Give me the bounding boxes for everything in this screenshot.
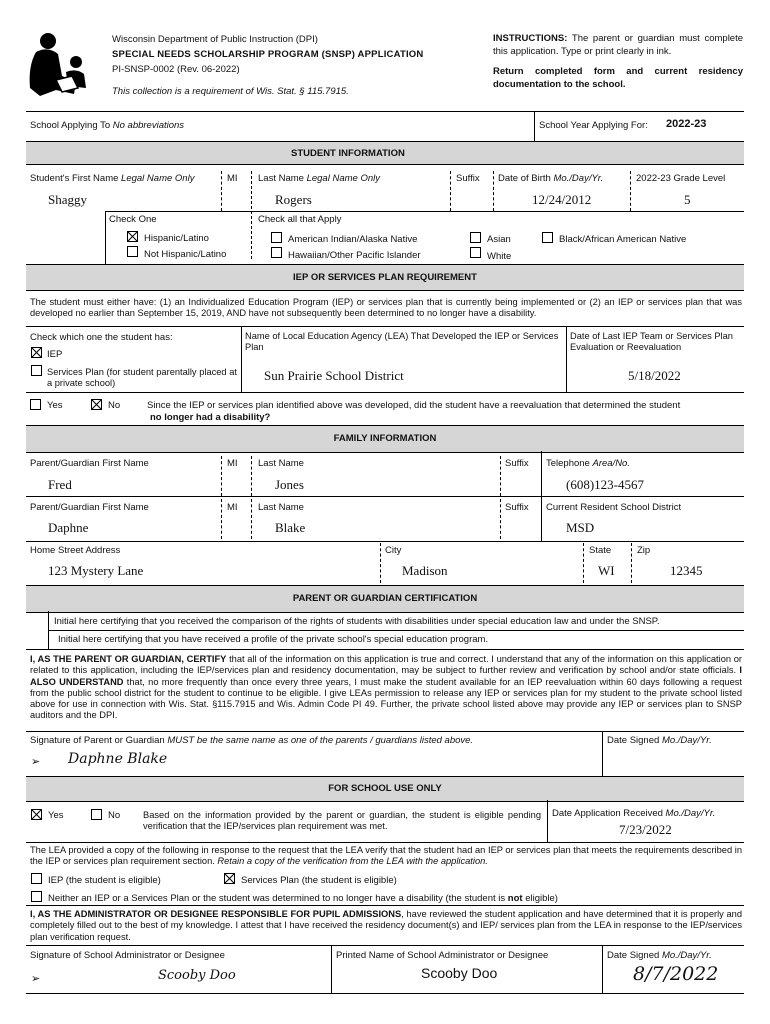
parent-date-label: Date Signed Mo./Day/Yr. [607,735,712,746]
eligible-no-label: No [108,810,121,821]
iep-checkbox[interactable] [31,347,42,358]
state-label: State [589,545,612,556]
last-eval-date[interactable]: 5/18/2022 [628,368,681,383]
admin-sig-arrow-icon: ➢ [31,973,41,985]
verified-neither-checkbox[interactable] [31,891,42,902]
reeval-question-cont: no longer had a disability? [150,412,271,423]
student-grade[interactable]: 5 [684,192,691,207]
services-plan-option-label: Services Plan (for student parentally placed at a private school) [47,367,237,389]
student-dob[interactable]: 12/24/2012 [532,192,592,207]
race-american-indian-checkbox[interactable] [271,232,282,243]
race-black-checkbox[interactable] [542,232,553,243]
p1-last-label: Last Name [258,458,304,469]
iep-which-label: Check which one the student has: [30,332,173,343]
grade-label: 2022-23 Grade Level [636,173,726,184]
student-last-label: Last Name Legal Name Only [258,173,380,184]
return-instructions: Return completed form and current residency documentation to the school. [493,66,743,90]
p2-suffix-label: Suffix [505,502,529,513]
admin-signature[interactable]: Scooby Doo [158,968,236,983]
race-white-checkbox[interactable] [470,247,481,258]
admin-certification-text: I, AS THE ADMINISTRATOR OR DESIGNEE RESPONSIBLE FOR PUPIL ADMISSIONS, have reviewed the student application and have determined that it is properly and completely filled out to the best of my knowledge. I attest that I have received the residency document(s) and IEP/ services plan from the LEA in response to the IEP/services plan verification request. [30,909,742,942]
hispanic-label: Hispanic/Latino [144,233,209,244]
verified-iep-label: IEP (the student is eligible) [48,875,161,886]
admin-sig-label: Signature of School Administrator or Designee [30,950,225,961]
race-pacific-islander-checkbox[interactable] [271,247,282,258]
received-date-value[interactable]: 7/23/2022 [619,822,672,837]
p2-last-name[interactable]: Blake [275,520,306,535]
student-mi-label: MI [227,173,238,184]
race-check-label: Check all that Apply [258,214,342,225]
last-eval-label: Date of Last IEP Team or Services Plan Evaluation or Reevaluation [570,331,733,353]
admin-date-signed[interactable]: 8/7/2022 [633,963,719,985]
eligible-yes-checkbox[interactable] [31,809,42,820]
student-first-name[interactable]: Shaggy [48,192,87,207]
zip-value[interactable]: 12345 [670,563,703,578]
race-asian-label: Asian [487,234,511,245]
reeval-no-label: No [108,400,121,411]
race-white-label: White [487,251,512,262]
received-date-label: Date Application Received Mo./Day/Yr. [552,808,716,819]
p2-first-name[interactable]: Daphne [48,520,89,535]
reeval-yes-label: Yes [47,400,63,411]
race-black-label: Black/African American Native [559,234,687,245]
eligible-yes-label: Yes [48,810,64,821]
p1-first-name[interactable]: Fred [48,477,72,492]
not-hispanic-label: Not Hispanic/Latino [144,249,227,260]
iep-intro: The student must either have: (1) an Individualized Education Program (IEP) or services plan that is currently being implemented or (2) an IEP or services plan that was developed no earlier than September 15, 2019, AND have not subsequently been determined to no longer have a disability. [30,297,742,319]
parent-sig-label: Signature of Parent or Guardian MUST be the same name as one of the parents / guardians listed above. [30,735,474,746]
verified-services-label: Services Plan (the student is eligible) [241,875,397,886]
p1-mi-label: MI [227,458,238,469]
race-american-indian-label: American Indian/Alaska Native [288,234,418,245]
address-value[interactable]: 123 Mystery Lane [48,563,144,578]
iep-section-title: IEP OR SERVICES PLAN REQUIREMENT [26,264,744,291]
statute-note: This collection is a requirement of Wis. Stat. § 115.7915. [112,86,349,97]
state-value[interactable]: WI [598,563,615,578]
parent-certification-text: I, AS THE PARENT OR GUARDIAN, CERTIFY that all of the information on this application is true and correct. I understand that any of the information on this application or related to this application, including the IEP/services plan and residency documentation, may be subject to further review and verification by school and/or state officials. I ALSO UNDERSTAND that, no more frequently than once every three years, I must make the student available for an IEP reevaluation within 60 days following a request from the public school district for the student to continue to be eligible. I give LEAs permission to release any IEP or services plan for my student to the private school listed above for use in connection with Wis. Stat. §115.7915 and Wis. Admin Code PI 49. Further, the private school listed above may provide any IEP or services plan to SNSP auditors and the DPI. [30,654,743,721]
district-label: Current Resident School District [546,502,682,513]
services-plan-checkbox[interactable] [31,365,42,376]
admin-date-label: Date Signed Mo./Day/Yr. [607,950,712,961]
student-first-label: Student's First Name Legal Name Only [30,173,195,184]
eligibility-text: Based on the information provided by the parent or guardian, the student is eligible pending verification that the IEP/services plan requirement was met. [143,810,541,832]
zip-label: Zip [637,545,651,556]
verified-services-checkbox[interactable] [224,873,235,884]
parent-sig-arrow-icon: ➢ [31,756,41,768]
printed-name-value[interactable]: Scooby Doo [421,965,498,981]
reeval-no-checkbox[interactable] [91,399,102,410]
parent-child-reading-icon [26,32,94,102]
race-pacific-islander-label: Hawaiian/Other Pacific Islander [288,250,421,261]
school-year-label: School Year Applying For: [539,120,648,131]
lea-label: Name of Local Education Agency (LEA) That Developed the IEP or Services Plan [245,331,559,353]
reeval-question: Since the IEP or services plan identified above was developed, did the student have a reevaluation that determined the student [147,400,681,411]
not-hispanic-checkbox[interactable] [127,246,138,257]
form-number: PI-SNSP-0002 (Rev. 06-2022) [112,64,240,75]
city-label: City [385,545,402,556]
p2-mi-label: MI [227,502,238,513]
school-use-section-title: FOR SCHOOL USE ONLY [26,776,744,802]
printed-name-label: Printed Name of School Administrator or Designee [336,950,549,961]
iep-option-label: IEP [47,349,63,360]
agency-name: Wisconsin Department of Public Instruction (DPI) [112,34,318,45]
lea-name[interactable]: Sun Prairie School District [264,368,404,383]
eligible-no-checkbox[interactable] [91,809,102,820]
dpi-logo [26,32,94,102]
form-title: SPECIAL NEEDS SCHOLARSHIP PROGRAM (SNSP) APPLICATION [112,49,424,60]
p2-first-label: Parent/Guardian First Name [30,502,149,513]
p2-last-label: Last Name [258,502,304,513]
school-applying-label: School Applying To No abbreviations [30,120,185,131]
address-label: Home Street Address [30,545,121,556]
parent-signature[interactable]: Daphne Blake [68,751,168,767]
school-year-value[interactable]: 2022-23 [666,118,707,130]
verified-neither-label: Neither an IEP or a Services Plan or the student was determined to no longer have a disability (the student is not eligible) [48,893,558,904]
verified-iep-checkbox[interactable] [31,873,42,884]
reeval-yes-checkbox[interactable] [30,399,41,410]
instructions-heading: INSTRUCTIONS: [493,33,568,44]
city-value[interactable]: Madison [402,563,448,578]
instructions-text: The parent or guardian must complete this application. Type or print clearly in ink. [493,33,744,57]
initial-rights-text: Initial here certifying that you received the comparison of the rights of students with disabilities under special education law and under the SNSP. [54,616,660,627]
lea-verification-text: The LEA provided a copy of the following in response to the request that the LEA verify that the student had an IEP or services plan that meets the requirements described in the IEP or services plan requirement section. Retain a copy of the verification from the LEA with the application. [30,845,742,867]
student-suffix-label: Suffix [456,173,480,184]
student-section-title: STUDENT INFORMATION [26,141,744,165]
instructions [493,32,743,58]
family-section-title: FAMILY INFORMATION [26,425,744,453]
p1-first-label: Parent/Guardian First Name [30,458,149,469]
district-value[interactable]: MSD [566,520,595,535]
ethnicity-check-label: Check One [109,214,157,225]
initial-profile-text: Initial here certifying that you have received a profile of the private school's special education program. [58,634,489,645]
dob-label: Date of Birth Mo./Day/Yr. [498,173,604,184]
student-last-name[interactable]: Rogers [275,192,312,207]
phone-label: Telephone Area/No. [546,458,630,469]
phone-value[interactable]: (608)123-4567 [566,477,644,492]
hispanic-checkbox[interactable] [127,231,138,242]
cert-section-title: PARENT OR GUARDIAN CERTIFICATION [26,585,744,613]
race-asian-checkbox[interactable] [470,232,481,243]
p1-suffix-label: Suffix [505,458,529,469]
p1-last-name[interactable]: Jones [275,477,304,492]
